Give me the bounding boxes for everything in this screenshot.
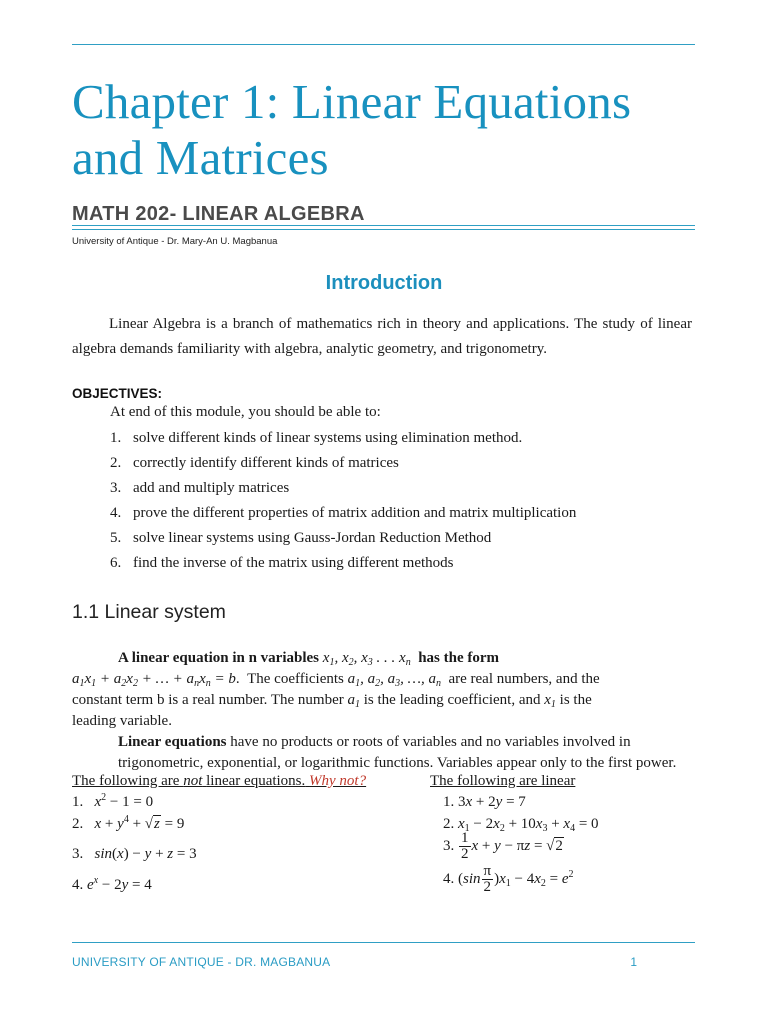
page-number: 1	[630, 955, 637, 969]
footer-text: UNIVERSITY OF ANTIQUE - DR. MAGBANUA	[72, 955, 331, 969]
linear-eq-4: 4. (sin $\frac{\pi}{2}$ )$x_1 - 4x_2 = e^2$	[443, 863, 574, 895]
definition-leading: constant term b is a real number. The number $a_1$ is the leading coefficient, and $x_1$ is the	[72, 692, 592, 710]
footer-rule	[72, 942, 695, 943]
objectives-list	[110, 428, 576, 578]
linear-equations-note: Linear equations have no products or roots of variables and no variables involved in trigonometric, exponential, or logarithmic functions. Variables appear only to the first power.	[118, 734, 677, 771]
linear-equation-definition	[72, 648, 694, 774]
objective-item: 4. prove the different properties of matrix addition and matrix multiplication	[110, 505, 577, 521]
objective-item: 5. solve linear systems using Gauss-Jordan Reduction Method	[110, 530, 492, 546]
section-heading: 1.1 Linear system	[72, 601, 226, 623]
why-not-label: Why not?	[309, 773, 367, 789]
introduction-heading: Introduction	[325, 272, 443, 294]
objective-item: 2. correctly identify different kinds of matrices	[110, 455, 399, 471]
subtitle-rule-2	[72, 229, 695, 230]
not-linear-eq-2: 2. $x + y^4 + √z = 9$	[72, 814, 185, 832]
not-linear-eq-4: 4. $e^x - 2y = 4$	[72, 875, 152, 893]
subtitle-rule-1	[72, 225, 695, 226]
definition-form: $a_1x_1 + a_2x_2$ + … + $a_nx_n = b$. The coefficients $a_1$, $a_2$, $a_3$, …, $a_n$ are real numbers, and the	[72, 671, 600, 689]
definition-line: A linear equation in n variables $x_1$, $x_2$, $x_3$ . . . $x_n$ has the form	[118, 650, 500, 668]
byline: University of Antique - Dr. Mary-An U. Magbanua	[72, 236, 278, 247]
objectives-lead: At end of this module, you should be able to:	[110, 404, 381, 420]
linear-eq-3: 3. $\frac{1}{2}$ x + y − πz = √2	[443, 830, 563, 862]
not-linear-eq-1: 1. $x^2 - 1 = 0$	[72, 792, 154, 810]
chapter-title: Chapter 1: Linear Equations and Matrices	[72, 74, 632, 185]
introduction-paragraph: Linear Algebra is a branch of mathematics rich in theory and applications. The study of linear algebra demands familiarity with algebra, analytic geometry, and trigonometry.	[72, 316, 692, 357]
objective-item: 6. find the inverse of the matrix using different methods	[110, 555, 454, 571]
linear-eq-1: 1. 3x + 2y = 7	[443, 794, 526, 810]
top-rule	[72, 44, 695, 45]
objectives-heading: OBJECTIVES:	[72, 386, 163, 401]
linear-eq-2: 2. $x_1 - 2x_2 + 10x_3 + x_4 = 0$	[443, 816, 599, 834]
linear-heading: The following are linear	[430, 773, 576, 789]
definition-leading-variable: leading variable.	[72, 713, 172, 729]
course-title: MATH 202- LINEAR ALGEBRA	[72, 203, 365, 225]
objective-item: 3. add and multiply matrices	[110, 480, 290, 496]
objective-item: 1. solve different kinds of linear systems using elimination method.	[110, 430, 523, 446]
not-linear-heading: The following are not linear equations. Why not?	[72, 773, 367, 789]
not-linear-eq-3: 3. sin(x) − y + z = 3	[72, 846, 197, 862]
